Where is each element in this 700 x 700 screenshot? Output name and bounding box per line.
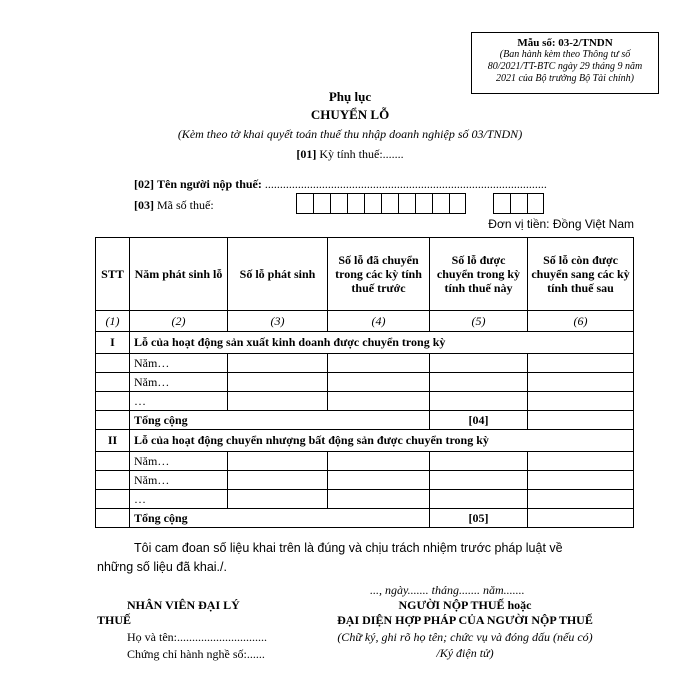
section-number: II: [96, 430, 130, 452]
table-row: [96, 392, 634, 411]
form-issuance-line3: 2021 của Bộ trưởng Bộ Tài chính): [495, 73, 634, 84]
table-row: [96, 490, 634, 509]
taxid-code: [03]: [134, 198, 154, 212]
tax-period-code: [01]: [296, 147, 317, 161]
taxid-input[interactable]: [296, 193, 466, 214]
loss-year-cell[interactable]: Năm…: [130, 373, 228, 392]
column-number-row: [96, 311, 634, 332]
taxid-label: Mã số thuế:: [157, 198, 214, 212]
taxid-digit-cell[interactable]: [381, 193, 398, 214]
legal-representative-title: ĐẠI DIỆN HỢP PHÁP CỦA NGƯỜI NỘP THUẾ: [337, 613, 593, 627]
taxpayer-name-label: Tên người nộp thuế:: [157, 177, 262, 191]
table-cell: [96, 411, 130, 430]
table-row: [96, 373, 634, 392]
agent-name-field[interactable]: Họ và tên:..............................: [127, 630, 267, 644]
tax-agent-title: NHÂN VIÊN ĐẠI LÝ: [127, 598, 240, 612]
taxid-digit-cell[interactable]: [330, 193, 347, 214]
taxpayer-name-line: [134, 177, 547, 192]
col-header-loss-incurred: Số lỗ phát sinh: [228, 238, 328, 311]
table-cell[interactable]: [528, 373, 634, 392]
table-header-row: [96, 238, 634, 311]
table-cell[interactable]: [328, 373, 430, 392]
taxid-digit-cell[interactable]: [398, 193, 415, 214]
taxid-digit-cell[interactable]: [364, 193, 381, 214]
taxid-branch-input[interactable]: [493, 193, 544, 214]
taxpayer-taxid-line: [134, 198, 214, 213]
form-code-box: [471, 32, 659, 94]
loss-year-cell[interactable]: …: [130, 490, 228, 509]
document-title: CHUYỂN LỖ: [310, 107, 390, 122]
document-subtitle: (Kèm theo tờ khai quyết toán thuế thu nhập doanh nghiệp số 03/TNDN): [177, 127, 523, 141]
taxid-digit-cell[interactable]: [296, 193, 313, 214]
table-cell[interactable]: [228, 490, 328, 509]
taxid-branch-cell[interactable]: [527, 193, 544, 214]
table-cell[interactable]: [430, 354, 528, 373]
table-cell[interactable]: [228, 354, 328, 373]
col-header-loss-transferred-current: Số lỗ được chuyển trong kỳ tính thuế này: [430, 238, 528, 311]
table-cell[interactable]: [430, 373, 528, 392]
table-cell[interactable]: [528, 354, 634, 373]
taxid-digit-cell[interactable]: [415, 193, 432, 214]
table-row: [96, 452, 634, 471]
table-cell[interactable]: [528, 392, 634, 411]
table-cell[interactable]: [228, 373, 328, 392]
table-cell: [96, 471, 130, 490]
col-number: (5): [430, 311, 528, 332]
table-row: [96, 471, 634, 490]
table-cell[interactable]: [328, 452, 430, 471]
loss-year-cell[interactable]: Năm…: [130, 471, 228, 490]
taxpayer-name-field[interactable]: ..............................................................................................: [264, 177, 547, 191]
col-header-loss-remaining: Số lỗ còn được chuyển sang các kỳ tính thuế sau: [528, 238, 634, 311]
table-cell: [96, 392, 130, 411]
tax-period-field[interactable]: Kỳ tính thuế:.......: [319, 147, 404, 161]
form-code: Mẫu số: 03-2/TNDN: [517, 37, 613, 49]
form-issuance-line1: (Ban hành kèm theo Thông tư số: [499, 49, 631, 60]
table-cell[interactable]: [328, 354, 430, 373]
table-row: [96, 354, 634, 373]
taxid-branch-cell[interactable]: [510, 193, 527, 214]
taxid-digit-cell[interactable]: [313, 193, 330, 214]
table-cell[interactable]: [528, 452, 634, 471]
loss-transfer-table: [95, 237, 634, 528]
declaration-line2: những số liệu đã khai./.: [97, 560, 227, 574]
table-cell[interactable]: [228, 392, 328, 411]
table-cell: [96, 354, 130, 373]
taxid-digit-cell[interactable]: [432, 193, 449, 214]
section-row: [96, 430, 634, 452]
tax-period-line: [0, 147, 700, 162]
declaration-line1: Tôi cam đoan số liệu khai trên là đúng và chịu trách nhiệm trước pháp luật về: [134, 541, 563, 555]
taxid-digit-cell[interactable]: [449, 193, 466, 214]
table-cell[interactable]: [430, 392, 528, 411]
agent-certificate-field[interactable]: Chứng chỉ hành nghề số:......: [127, 647, 265, 661]
form-issuance-line2: 80/2021/TT-BTC ngày 29 tháng 9 năm: [487, 61, 643, 72]
col-number: (6): [528, 311, 634, 332]
table-cell[interactable]: [430, 490, 528, 509]
currency-unit: Đơn vị tiền: Đồng Việt Nam: [488, 217, 634, 231]
loss-year-cell[interactable]: Năm…: [130, 452, 228, 471]
section-title: Lỗ của hoạt động chuyển nhượng bất động sản được chuyển trong kỳ: [130, 430, 634, 452]
table-cell[interactable]: [228, 471, 328, 490]
total-code-cell[interactable]: [05]: [430, 509, 528, 528]
tax-agent-title-cont: THUẾ: [97, 613, 132, 627]
table-cell[interactable]: [328, 392, 430, 411]
col-header-loss-year: Năm phát sinh lỗ: [130, 238, 228, 311]
signature-note: (Chữ ký, ghi rõ họ tên; chức vụ và đóng dấu (nếu có): [337, 630, 593, 644]
appendix-label: Phụ lục: [328, 89, 372, 104]
taxid-digit-cell[interactable]: [347, 193, 364, 214]
date-line[interactable]: ..., ngày....... tháng....... năm.......: [370, 583, 525, 597]
col-number: (2): [130, 311, 228, 332]
section-row: [96, 332, 634, 354]
section-title: Lỗ của hoạt động sản xuất kinh doanh được chuyển trong kỳ: [130, 332, 634, 354]
table-cell[interactable]: [228, 452, 328, 471]
total-row: [96, 411, 634, 430]
table-cell[interactable]: [528, 509, 634, 528]
loss-year-cell[interactable]: …: [130, 392, 228, 411]
taxpayer-signer-title: NGƯỜI NỘP THUẾ hoặc: [398, 598, 532, 612]
col-header-stt: STT: [96, 238, 130, 311]
table-cell[interactable]: [430, 471, 528, 490]
table-cell[interactable]: [528, 411, 634, 430]
taxid-branch-cell[interactable]: [493, 193, 510, 214]
total-label: Tổng cộng: [130, 509, 430, 528]
table-cell[interactable]: [328, 471, 430, 490]
col-number: (4): [328, 311, 430, 332]
loss-year-cell[interactable]: Năm…: [130, 354, 228, 373]
col-number: (1): [96, 311, 130, 332]
section-number: I: [96, 332, 130, 354]
table-cell[interactable]: [328, 490, 430, 509]
signature-note-cont: /Ký điện tử): [436, 646, 494, 660]
table-cell[interactable]: [528, 490, 634, 509]
col-number: (3): [228, 311, 328, 332]
total-label: Tổng cộng: [130, 411, 430, 430]
taxpayer-name-code: [02]: [134, 177, 154, 191]
table-cell[interactable]: [430, 452, 528, 471]
total-row: [96, 509, 634, 528]
table-cell: [96, 373, 130, 392]
col-header-loss-transferred-prior: Số lỗ đã chuyển trong các kỳ tính thuế trước: [328, 238, 430, 311]
table-cell: [96, 452, 130, 471]
table-cell: [96, 490, 130, 509]
total-code-cell[interactable]: [04]: [430, 411, 528, 430]
table-cell: [96, 509, 130, 528]
table-cell[interactable]: [528, 471, 634, 490]
